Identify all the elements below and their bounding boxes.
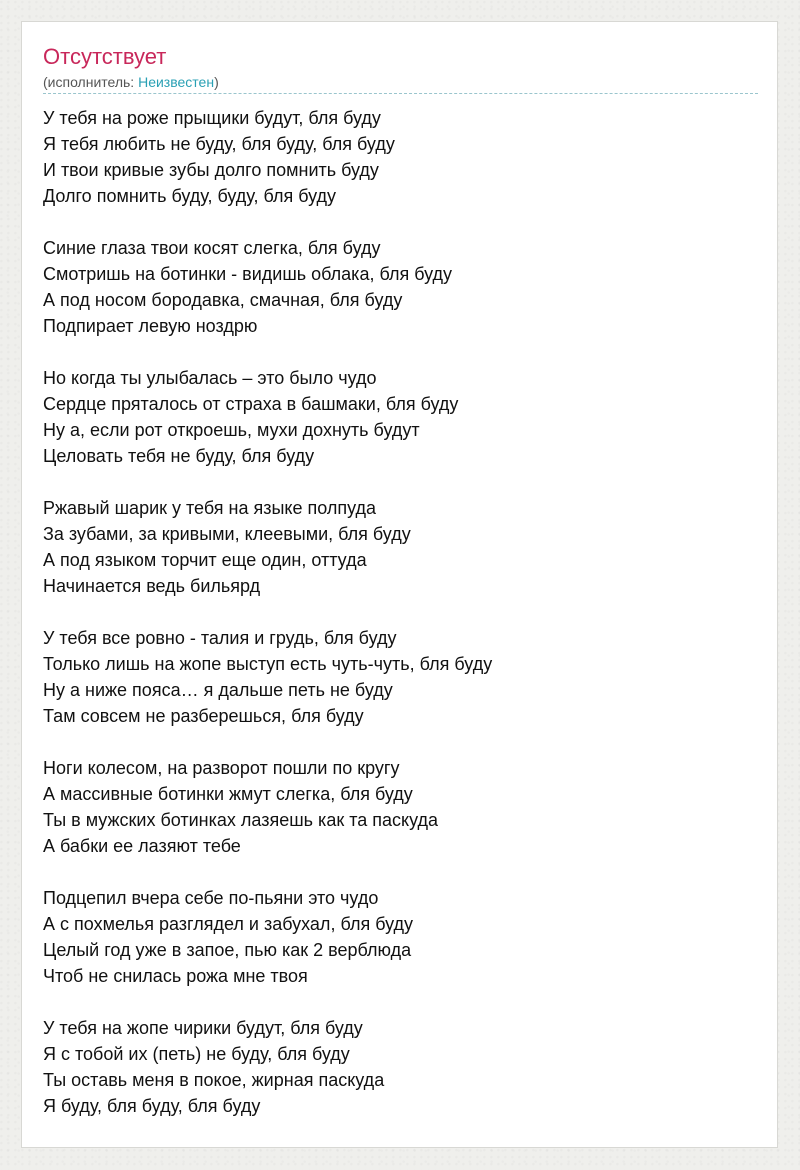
lyrics-text	[43, 105, 763, 1145]
lyrics-line: Но когда ты улыбалась – это было чудо	[43, 368, 377, 388]
lyrics-line: Целовать тебя не буду, бля буду	[43, 446, 315, 466]
lyrics-line: У тебя все ровно - талия и грудь, бля буду	[43, 628, 397, 648]
lyrics-line: Начинается ведь бильярд	[43, 576, 261, 596]
lyrics-stanza	[43, 755, 763, 859]
lyrics-line: Ржавый шарик у тебя на языке полпуда	[43, 498, 377, 518]
lyrics-line: И твои кривые зубы долго помнить буду	[43, 160, 379, 180]
lyrics-line: Я с тобой их (петь) не буду, бля буду	[43, 1044, 350, 1064]
lyrics-line: Чтоб не снилась рожа мне твоя	[43, 966, 308, 986]
lyrics-stanza	[43, 235, 763, 339]
lyrics-card	[21, 21, 778, 1148]
lyrics-line: А бабки ее лазяют тебе	[43, 836, 241, 856]
lyrics-stanza	[43, 105, 763, 209]
lyrics-stanza	[43, 885, 763, 989]
lyrics-line: Смотришь на ботинки - видишь облака, бля буду	[43, 264, 453, 284]
lyrics-line: У тебя на роже прыщики будут, бля буду	[43, 108, 381, 128]
lyrics-line: А массивные ботинки жмут слегка, бля буду	[43, 784, 413, 804]
lyrics-line: Ты оставь меня в покое, жирная паскуда	[43, 1070, 385, 1090]
title-divider	[43, 93, 758, 94]
lyrics-stanza	[43, 1015, 763, 1119]
lyrics-stanza	[43, 365, 763, 469]
artist-prefix: (исполнитель:	[43, 74, 139, 90]
lyrics-stanza	[43, 495, 763, 599]
lyrics-line: Подпирает левую ноздрю	[43, 316, 258, 336]
lyrics-line: Ноги колесом, на разворот пошли по кругу	[43, 758, 400, 778]
lyrics-line: А с похмелья разглядел и забухал, бля буду	[43, 914, 414, 934]
lyrics-line: А под носом бородавка, смачная, бля буду	[43, 290, 403, 310]
lyrics-line: А под языком торчит еще один, оттуда	[43, 550, 367, 570]
lyrics-line: Сердце пряталось от страха в башмаки, бля буду	[43, 394, 459, 414]
lyrics-line: Синие глаза твои косят слегка, бля буду	[43, 238, 381, 258]
lyrics-line: Там совсем не разберешься, бля буду	[43, 706, 364, 726]
lyrics-line: Только лишь на жопе выступ есть чуть-чуть, бля буду	[43, 654, 493, 674]
lyrics-line: У тебя на жопе чирики будут, бля буду	[43, 1018, 363, 1038]
lyrics-line: За зубами, за кривыми, клеевыми, бля буду	[43, 524, 411, 544]
lyrics-line: Ну а ниже пояса… я дальше петь не буду	[43, 680, 393, 700]
lyrics-stanza	[43, 625, 763, 729]
lyrics-line: Подцепил вчера себе по-пьяни это чудо	[43, 888, 379, 908]
lyrics-line: Целый год уже в запое, пью как 2 верблюда	[43, 940, 412, 960]
lyrics-line: Ты в мужских ботинках лазяешь как та паскуда	[43, 810, 439, 830]
lyrics-line: Я буду, бля буду, бля буду	[43, 1096, 261, 1116]
artist-link[interactable]: Неизвестен	[138, 74, 215, 90]
lyrics-line: Ну а, если рот откроешь, мухи дохнуть будут	[43, 420, 420, 440]
artist-suffix: )	[214, 74, 219, 90]
artist-line	[43, 73, 219, 91]
song-title: Отсутствует	[43, 44, 167, 69]
lyrics-line: Долго помнить буду, буду, бля буду	[43, 186, 337, 206]
lyrics-line: Я тебя любить не буду, бля буду, бля буду	[43, 134, 395, 154]
